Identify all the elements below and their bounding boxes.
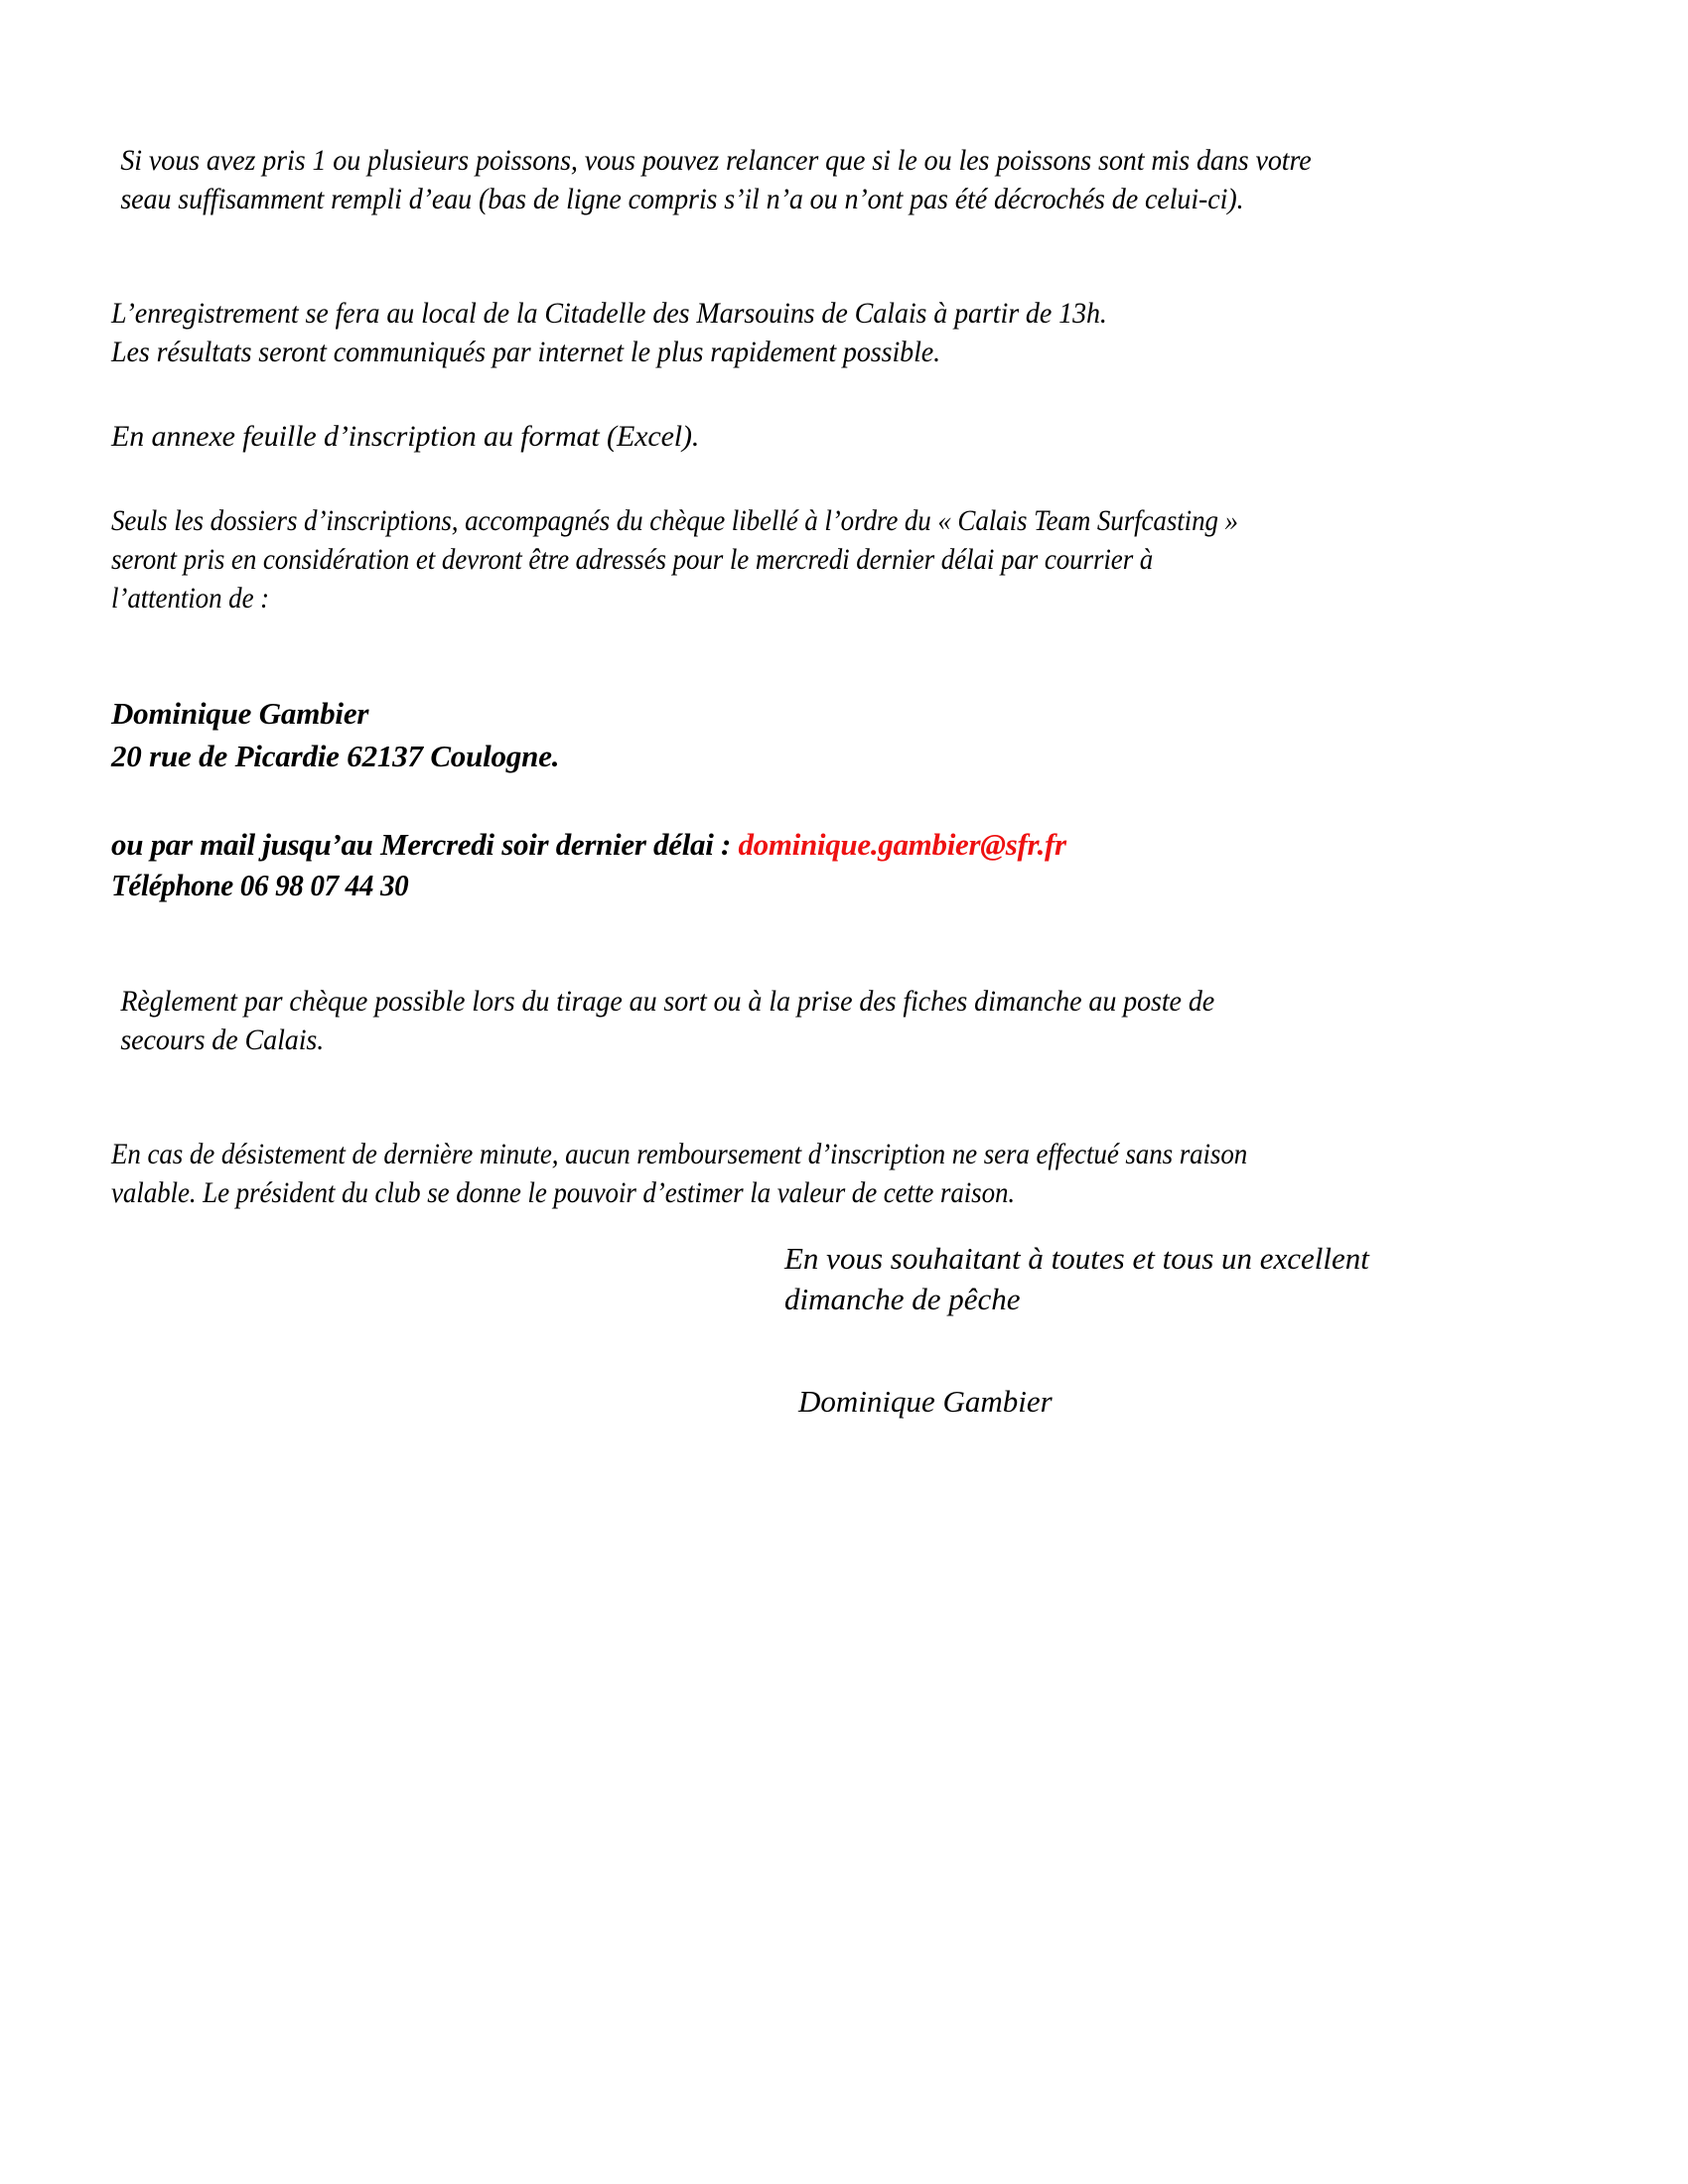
contact-phone-line	[111, 865, 1576, 906]
paragraph-registration	[111, 294, 1582, 371]
phone-number: 06 98 07 44 30	[239, 868, 409, 903]
closing-signature: Dominique Gambier	[798, 1383, 1053, 1419]
spacer	[111, 906, 1581, 982]
closing-line-2: dimanche de pêche	[784, 1281, 1021, 1316]
email-link[interactable]: dominique.gambier@sfr.fr	[738, 826, 1066, 862]
contact-block	[111, 693, 1581, 778]
paragraph-payment-line-1: Règlement par chèque possible lors du tirage au sort ou à la prise des fiches dimanche au poste de	[120, 984, 1215, 1018]
letter-body	[111, 141, 1581, 1212]
paragraph-annex	[111, 417, 1581, 456]
spacer	[111, 456, 1581, 501]
mail-line-prefix: ou par mail jusqu’au Mercredi soir dernier délai :	[111, 826, 739, 862]
paragraph-registration-line-1: L’enregistrement se fera au local de la Citadelle des Marsouins de Calais à partir de 13h.	[111, 297, 1107, 330]
contact-address: 20 rue de Picardie 62137 Coulogne.	[111, 738, 560, 773]
paragraph-cancellation-line-2: valable. Le président du club se donne le pouvoir d’estimer la valeur de cette raison.	[111, 1175, 1016, 1209]
contact-name: Dominique Gambier	[111, 696, 369, 731]
paragraph-fish-rules	[111, 141, 1582, 218]
closing-line-1: En vous souhaitant à toutes et tous un excellent	[784, 1241, 1369, 1276]
contact-mail-line	[111, 824, 1581, 866]
paragraph-fish-rules-line-1: Si vous avez pris 1 ou plusieurs poissons, vous pouvez relancer que si le ou les poissons sont mis dans votre	[120, 144, 1312, 177]
paragraph-dossier-line-1: Seuls les dossiers d’inscriptions, accompagnés du chèque libellé à l’ordre du « Calais Team Surfcasting »	[111, 504, 1238, 537]
closing-block	[784, 1239, 1539, 1423]
spacer	[111, 1059, 1581, 1135]
paragraph-dossier-line-3: l’attention de :	[111, 582, 270, 614]
spacer	[111, 617, 1581, 693]
spacer	[111, 778, 1581, 824]
paragraph-cancellation-line-1: En cas de désistement de dernière minute, aucun remboursement d’inscription ne sera effectué sans raison	[111, 1137, 1248, 1170]
phone-label: Téléphone	[111, 868, 233, 903]
spacer	[111, 218, 1581, 294]
paragraph-registration-line-2: Les résultats seront communiqués par internet le plus rapidement possible.	[111, 336, 941, 368]
paragraph-cancellation	[111, 1135, 1580, 1212]
paragraph-annex-line-1: En annexe feuille d’inscription au format (Excel).	[111, 420, 700, 453]
spacer	[111, 371, 1581, 417]
paragraph-payment	[111, 982, 1582, 1059]
paragraph-dossier	[111, 501, 1580, 617]
paragraph-payment-line-2: secours de Calais.	[120, 1023, 325, 1056]
paragraph-dossier-line-2: seront pris en considération et devront être adressés pour le mercredi dernier délai par courrier à	[111, 543, 1154, 576]
paragraph-fish-rules-line-2: seau suffisamment rempli d’eau (bas de ligne compris s’il n’a ou n’ont pas été décrochés de celui-ci).	[120, 183, 1244, 215]
